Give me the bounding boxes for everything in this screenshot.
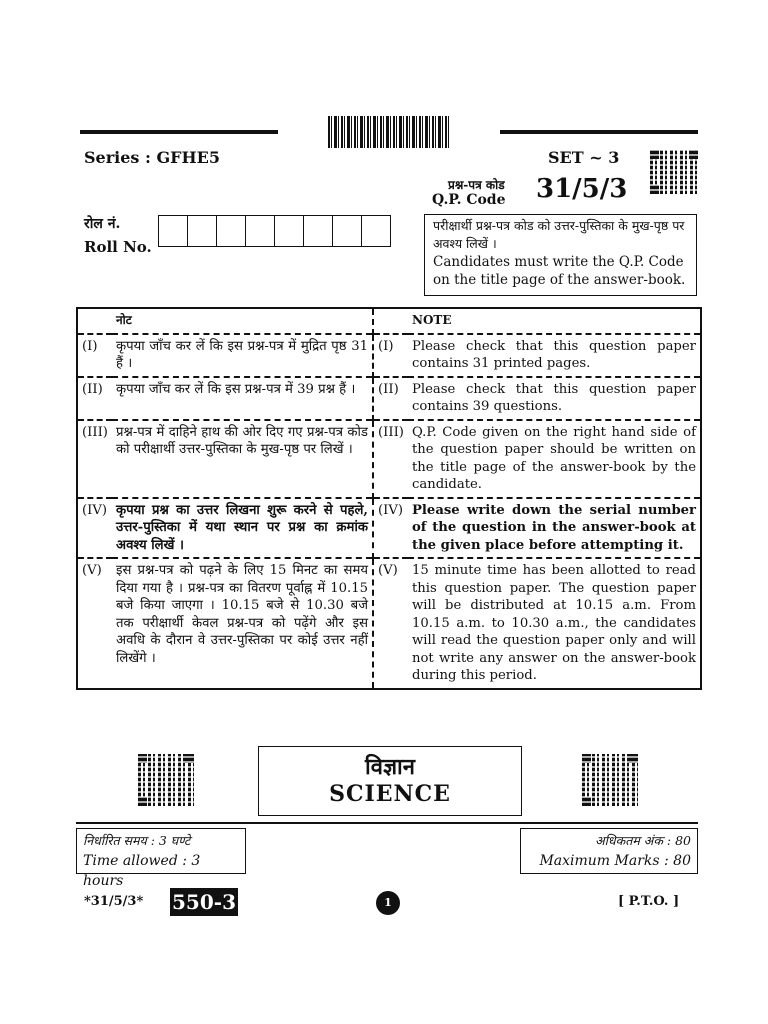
barcode bbox=[328, 116, 450, 148]
time-hindi: निर्धारित समय : 3 घण्टे bbox=[83, 833, 191, 848]
roll-hindi: रोल नं. bbox=[84, 216, 121, 232]
notes-header-row bbox=[77, 308, 701, 334]
roll-label: Roll No. bbox=[84, 238, 152, 256]
note-row bbox=[77, 420, 701, 498]
notes-table bbox=[76, 307, 702, 690]
qr-code-icon bbox=[138, 754, 194, 806]
note-num-hindi: (V) bbox=[82, 563, 102, 578]
note-text-hindi: इस प्रश्न-पत्र को पढ़ने के लिए 15 मिनट का समय दिया गया है । प्रश्न-पत्र का वितरण पूर्वाह्न में 10.15 बजे किया जाएगा । 10.15 बजे से 10.30 बजे तक परीक्षार्थी केवल प्रश्न-पत्र को पढ़ेंगे और इस अवधि के दौरान वे उत्तर-पुस्तिका पर कोई उत्तर नहीं लिखेंगे । bbox=[112, 558, 373, 689]
note-row bbox=[77, 334, 701, 377]
roll-number-boxes[interactable] bbox=[158, 215, 391, 247]
top-rule-left bbox=[80, 130, 278, 134]
note-text-english: Q.P. Code given on the right hand side of the question paper should be written on the title page of the answer-book by the candidate. bbox=[412, 424, 696, 492]
note-num-hindi: (I) bbox=[82, 338, 98, 354]
roll-box[interactable] bbox=[217, 216, 246, 246]
note-row bbox=[77, 498, 701, 559]
candidate-note-box bbox=[424, 214, 697, 296]
notes-head-hindi: नोट bbox=[112, 308, 373, 334]
separator-rule bbox=[76, 822, 698, 824]
note-num-english: (II) bbox=[378, 381, 399, 397]
qp-code-hindi: प्रश्न-पत्र कोड bbox=[448, 178, 505, 192]
qp-code-label: Q.P. Code bbox=[432, 192, 506, 208]
roll-box[interactable] bbox=[362, 216, 390, 246]
marks-hindi: अधिकतम अंक : 80 bbox=[595, 833, 691, 848]
note-num-hindi: (II) bbox=[82, 381, 103, 397]
top-rule-right bbox=[500, 130, 698, 134]
note-text-hindi: कृपया जाँच कर लें कि इस प्रश्न-पत्र में 39 प्रश्न हैं । bbox=[112, 377, 373, 420]
pto-label: [ P.T.O. ] bbox=[618, 894, 680, 909]
note-text-hindi: प्रश्न-पत्र में दाहिने हाथ की ओर दिए गए प्रश्न-पत्र कोड को परीक्षार्थी उत्तर-पुस्तिका के मुख-पृष्ठ पर लिखें । bbox=[112, 420, 373, 498]
roll-box[interactable] bbox=[333, 216, 362, 246]
note-row bbox=[77, 558, 701, 689]
note-row bbox=[77, 377, 701, 420]
candidate-note-english: Candidates must write the Q.P. Code on the title page of the answer-book. bbox=[433, 254, 686, 288]
note-text-english: Please write down the serial number of the question in the answer-book at the given place before attempting it. bbox=[412, 502, 696, 553]
set-label: SET ~ 3 bbox=[548, 148, 620, 167]
note-num-hindi: (III) bbox=[82, 424, 108, 440]
roll-box[interactable] bbox=[188, 216, 217, 246]
roll-box[interactable] bbox=[304, 216, 333, 246]
subject-english: SCIENCE bbox=[329, 781, 451, 807]
roll-box[interactable] bbox=[159, 216, 188, 246]
note-text-english: Please check that this question paper contains 39 questions. bbox=[412, 381, 696, 414]
note-text-hindi: कृपया प्रश्न का उत्तर लिखना शुरू करने से पहले, उत्तर-पुस्तिका में यथा स्थान पर प्रश्न का क्रमांक अवश्य लिखें । bbox=[112, 498, 373, 559]
note-num-hindi: (IV) bbox=[82, 502, 108, 518]
qp-code-value: 31/5/3 bbox=[536, 174, 628, 204]
marks-english: Maximum Marks : 80 bbox=[539, 853, 691, 869]
page-number: 1 bbox=[376, 891, 400, 915]
subject-box bbox=[258, 746, 522, 816]
note-text-english: 15 minute time has been allotted to read this question paper. The question paper will be distributed at 10.15 a.m. From 10.15 a.m. to 10.30 a.m., the candidates will read the question paper only and will not write any answer on the answer-book during this period. bbox=[412, 563, 696, 683]
roll-box[interactable] bbox=[275, 216, 304, 246]
paper-badge: 550-3 bbox=[170, 888, 238, 916]
qr-code-icon bbox=[650, 150, 698, 194]
note-text-english: Please check that this question paper contains 31 printed pages. bbox=[412, 338, 696, 371]
footer-code: *31/5/3* bbox=[84, 894, 144, 909]
note-text-hindi: कृपया जाँच कर लें कि इस प्रश्न-पत्र में मुद्रित पृष्ठ 31 हैं । bbox=[112, 334, 373, 377]
note-num-english: (III) bbox=[378, 424, 404, 440]
note-num-english: (IV) bbox=[378, 502, 404, 518]
roll-box[interactable] bbox=[246, 216, 275, 246]
notes-head-english: NOTE bbox=[412, 313, 452, 327]
series-label: Series : GFHE5 bbox=[84, 148, 220, 167]
subject-hindi: विज्ञान bbox=[365, 754, 415, 780]
time-english: Time allowed : 3 hours bbox=[83, 853, 201, 889]
note-num-english: (V) bbox=[378, 563, 398, 578]
time-box bbox=[76, 828, 246, 889]
note-num-english: (I) bbox=[378, 338, 394, 354]
qr-code-icon bbox=[582, 754, 638, 806]
marks-box bbox=[520, 828, 698, 874]
candidate-note-hindi: परीक्षार्थी प्रश्न-पत्र कोड को उत्तर-पुस्तिका के मुख-पृष्ठ पर अवश्य लिखें । bbox=[433, 218, 685, 251]
